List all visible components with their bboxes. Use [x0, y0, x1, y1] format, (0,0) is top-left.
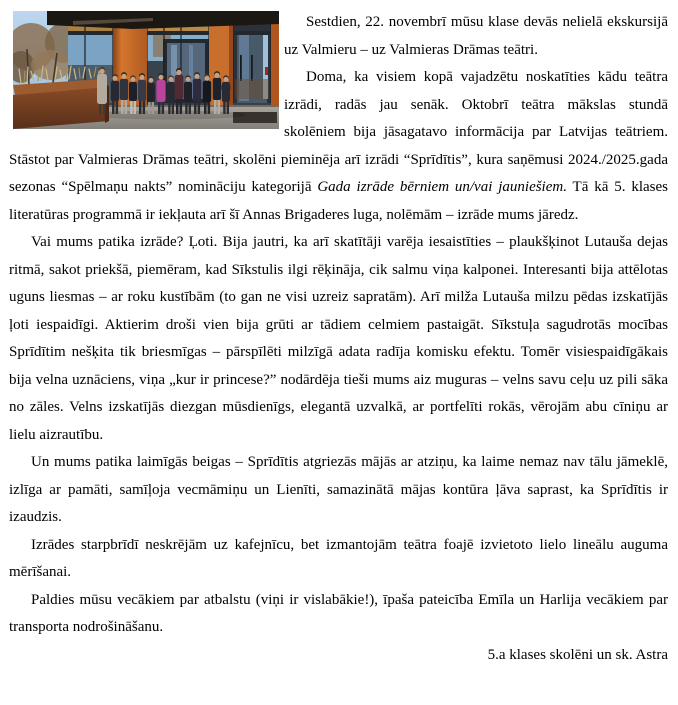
class-photo-illustration [13, 11, 279, 129]
paragraph-impressions [9, 229, 668, 449]
entrance-doors [233, 23, 271, 107]
facade-beam [68, 31, 279, 35]
paragraph-thanks [9, 587, 668, 642]
paragraph-intro-text: Sestdien, 22. novembrī mūsu klase devās nelielā ekskursijā uz Valmieru – uz Valmieras Drāmas teātri. [284, 14, 668, 58]
paragraph-thanks-text: Paldies mūsu vecākiem par atbalstu (viņi ir vislabākie!), īpaša pateicība Emīla un Harlija vecākiem par transporta nodrošināšanu. [9, 591, 668, 635]
paragraph-impressions-text: Vai mums patika izrāde? Ļoti. Bija jautri, ka arī skatītāji varēja iesaistīties – plaukšķinot Lutauša dejas ritmā, sakot priekšā, piemēram, kad Sīkstulis ilgi rēķināja, cik salmu viņa kalponei. Interesanti bija attēlotas uguns liesmas – ar roku kustībām (to gan ne visi uzreiz sapratām). Arī milža Lutauša milzu pēdas izskatījās ļoti iespaidīgi. Aktierim droši vien bija grūti ar tādiem celmiem pastaigāt. Sīkstuļa sagudrotās mocības Sprīdītim nešķita tik briesmīgas – pārspīlēti milzīgā adata radīja komisku efektu. Tomēr visiespaidīgākais bija velna uznāciens, viņa „kur ir princese?” nodārdēja tieši mums aiz muguras – velns savu ceļu uz pili sāka no zāles. Velns izskatījās diezgan mūsdienīgs, elegantā uzvalkā, ar portfelīti rokās, vērojām abu cīniņu ar lielu aizrautību. [9, 234, 668, 443]
paragraph-intermission-text: Izrādes starpbrīdī neskrējām uz kafejnīcu, bet izmantojām teātra foajē izvietoto lielo lineālu auguma mērīšanai. [9, 536, 668, 580]
rusty-planter [13, 66, 109, 129]
paragraph-intermission [9, 532, 668, 587]
class-photo [13, 11, 279, 129]
paragraph-background-text-after: Tā kā 5. klases literatūras programmā ir iekļauta arī šī Annas Brigaderes luga, nolēmām – izrāde mums jāredz. [9, 179, 668, 223]
paragraph-ending-text: Un mums patika laimīgās beigas – Sprīdītis atgriezās mājās ar atziņu, ka laime nemaz nav tālu jāmeklē, izlīga ar pamāti, samīļoja vecmāmiņu un Lienīti, samazinātā mājas kontūra ļāva saprast, ka Sprīdītis ir izaudzis. [9, 454, 668, 525]
paragraph-background-text: Doma, ka visiem kopā vajadzētu noskatīties kādu teātra izrādi, radās jau senāk. Oktobrī teātra mākslas stundā skolēniem bija jāsagatavo informācija par Latvijas teātriem. Stāstot par Valmieras Drāmas teātri, skolēni pieminēja arī izrādi “Sprīdītis”, kura saņēmusi 2024./2025.gada sezonas “Spēlmaņu nakts” nomināciju kategorijā [9, 69, 668, 195]
signature: 5.a klases skolēni un sk. Astra [487, 646, 668, 663]
paragraph-ending [9, 449, 668, 532]
nomination-category-italic: Gada izrāde bērniem un/vai jauniešiem. [317, 179, 567, 195]
